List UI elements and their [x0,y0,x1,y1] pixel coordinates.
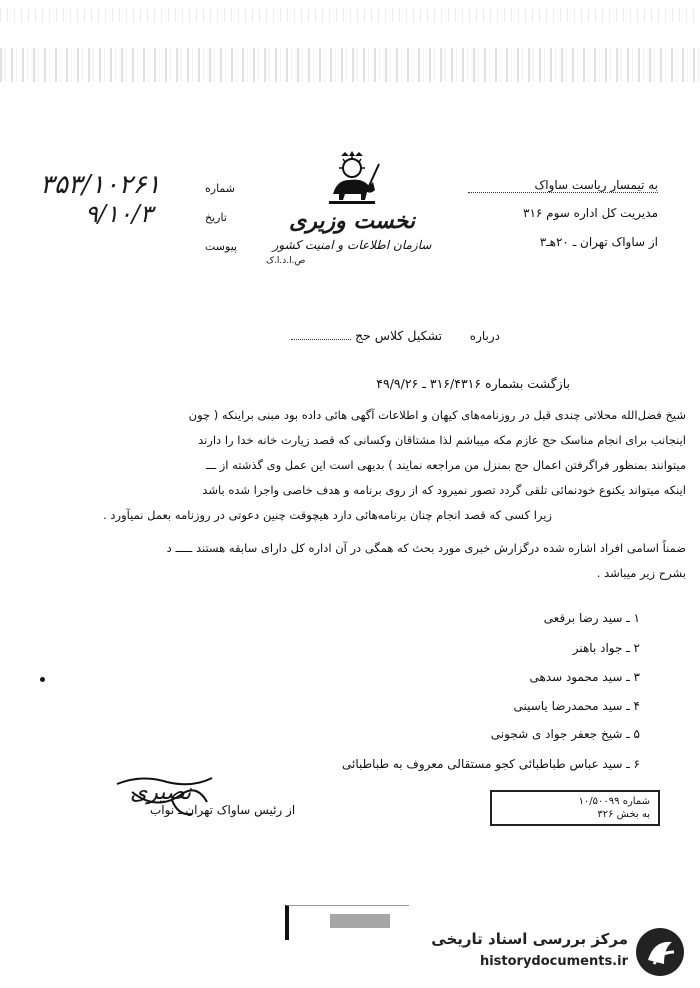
subject-label: درباره [469,329,500,343]
emblem-code: ص.ا.د.ا.ک [266,256,306,266]
emblem-subtitle: سازمان اطلاعات و امنیت کشور [272,238,432,252]
emblem-title: نخست وزیری [289,208,415,234]
date-label: تاریخ [205,211,227,224]
stamp-line-2: به بخش ۳۲۶ [597,809,650,820]
number-label: شماره [205,182,236,195]
lion-and-sun-emblem-icon [317,150,387,206]
received-stamp [490,790,660,826]
list-item: ۲ ـ جواد باهنر [572,641,640,655]
watermark [420,922,690,982]
subject-text: تشکیل کلاس حج [354,328,443,343]
from-line: از ساواک تهران ـ ۲۰هـ۳ [539,235,658,249]
emblem-block [262,150,442,290]
addressee-line: به تیمسار ریاست ساواک [468,178,658,193]
watermark-title: مرکز بررسی اسناد تاریخی [431,930,628,948]
reference-line: بازگشت بشماره ۳۱۶/۴۳۱۶ ـ ۴۹/۹/۲۶ [376,376,570,391]
watermark-url: historydocuments.ir [479,954,628,969]
list-item: ۴ ـ سید محمدرضا یاسینی [513,699,640,713]
body-line: شیخ فضل‌الله محلاتی چندی قبل در روزنامه‌های کیهان و اطلاعات آگهی هائی داده بود مبنی براینکه ( چون [188,408,686,422]
handwritten-number: ۳۵۳/۱۰۲۶۱ [40,170,161,200]
stamp-line-1: شماره ۱۰/۵۰۰۹۹ [578,796,650,807]
signature-line: از رئیس ساواک تهران ـ نواب [150,803,296,817]
body-line: ضمناً اسامی افراد اشاره شده درگزارش خبری مورد بحث که همگی در آن اداره کل دارای سابقه هستند ـــــ د [166,541,686,555]
department-line: مدیریت کل اداره سوم ۳۱۶ [523,206,658,220]
margin-mark [40,677,45,682]
body-line: بشرح زیر میباشد . [596,566,686,580]
attachment-label: پیوست [205,240,238,253]
bottom-stamp-smudge [330,914,390,928]
signature-scribble [112,772,222,822]
list-item: ۶ ـ سید عباس طباطبائی کجو مستقالی معروف به طباطبائی [342,757,640,771]
scan-noise-top [0,8,700,22]
subject-line [291,328,500,343]
body-line: اینجانب برای انجام مناسک حج عازم مکه میباشم لذا مشتاقان وکسانی که قصد زیارت خانه خدا را دارند [198,433,686,447]
body-line: میتوانند بمنظور فراگرفتن اعمال حج بمنزل من مراجعه نمایند ) بدیهی است این عمل وی گذشته از ـــ [205,458,686,472]
list-item: ۵ ـ شیخ جعفر جواد ی شجونی [490,727,640,741]
list-item: ۱ ـ سید رضا برقعی [543,611,640,625]
body-line: اینکه میتواند یکنوع خودنمائی تلقی گردد تصور نمیرود که از روی برنامه و هدف خاصی واجرا شده باشد [202,483,686,497]
list-item: ۳ ـ سید محمود سدهی [529,670,640,684]
body-line: زیرا کسی که قصد انجام چنان برنامه‌هائی دارد هیچوقت چنین دعوتی در روزنامه بعمل نمیآورد . [103,508,552,522]
signature-handwritten: نصیری [130,780,192,805]
scan-noise-band [0,48,700,82]
history-documents-logo-icon [634,926,686,978]
handwritten-date: ۹/۱۰/۳ [85,200,153,228]
